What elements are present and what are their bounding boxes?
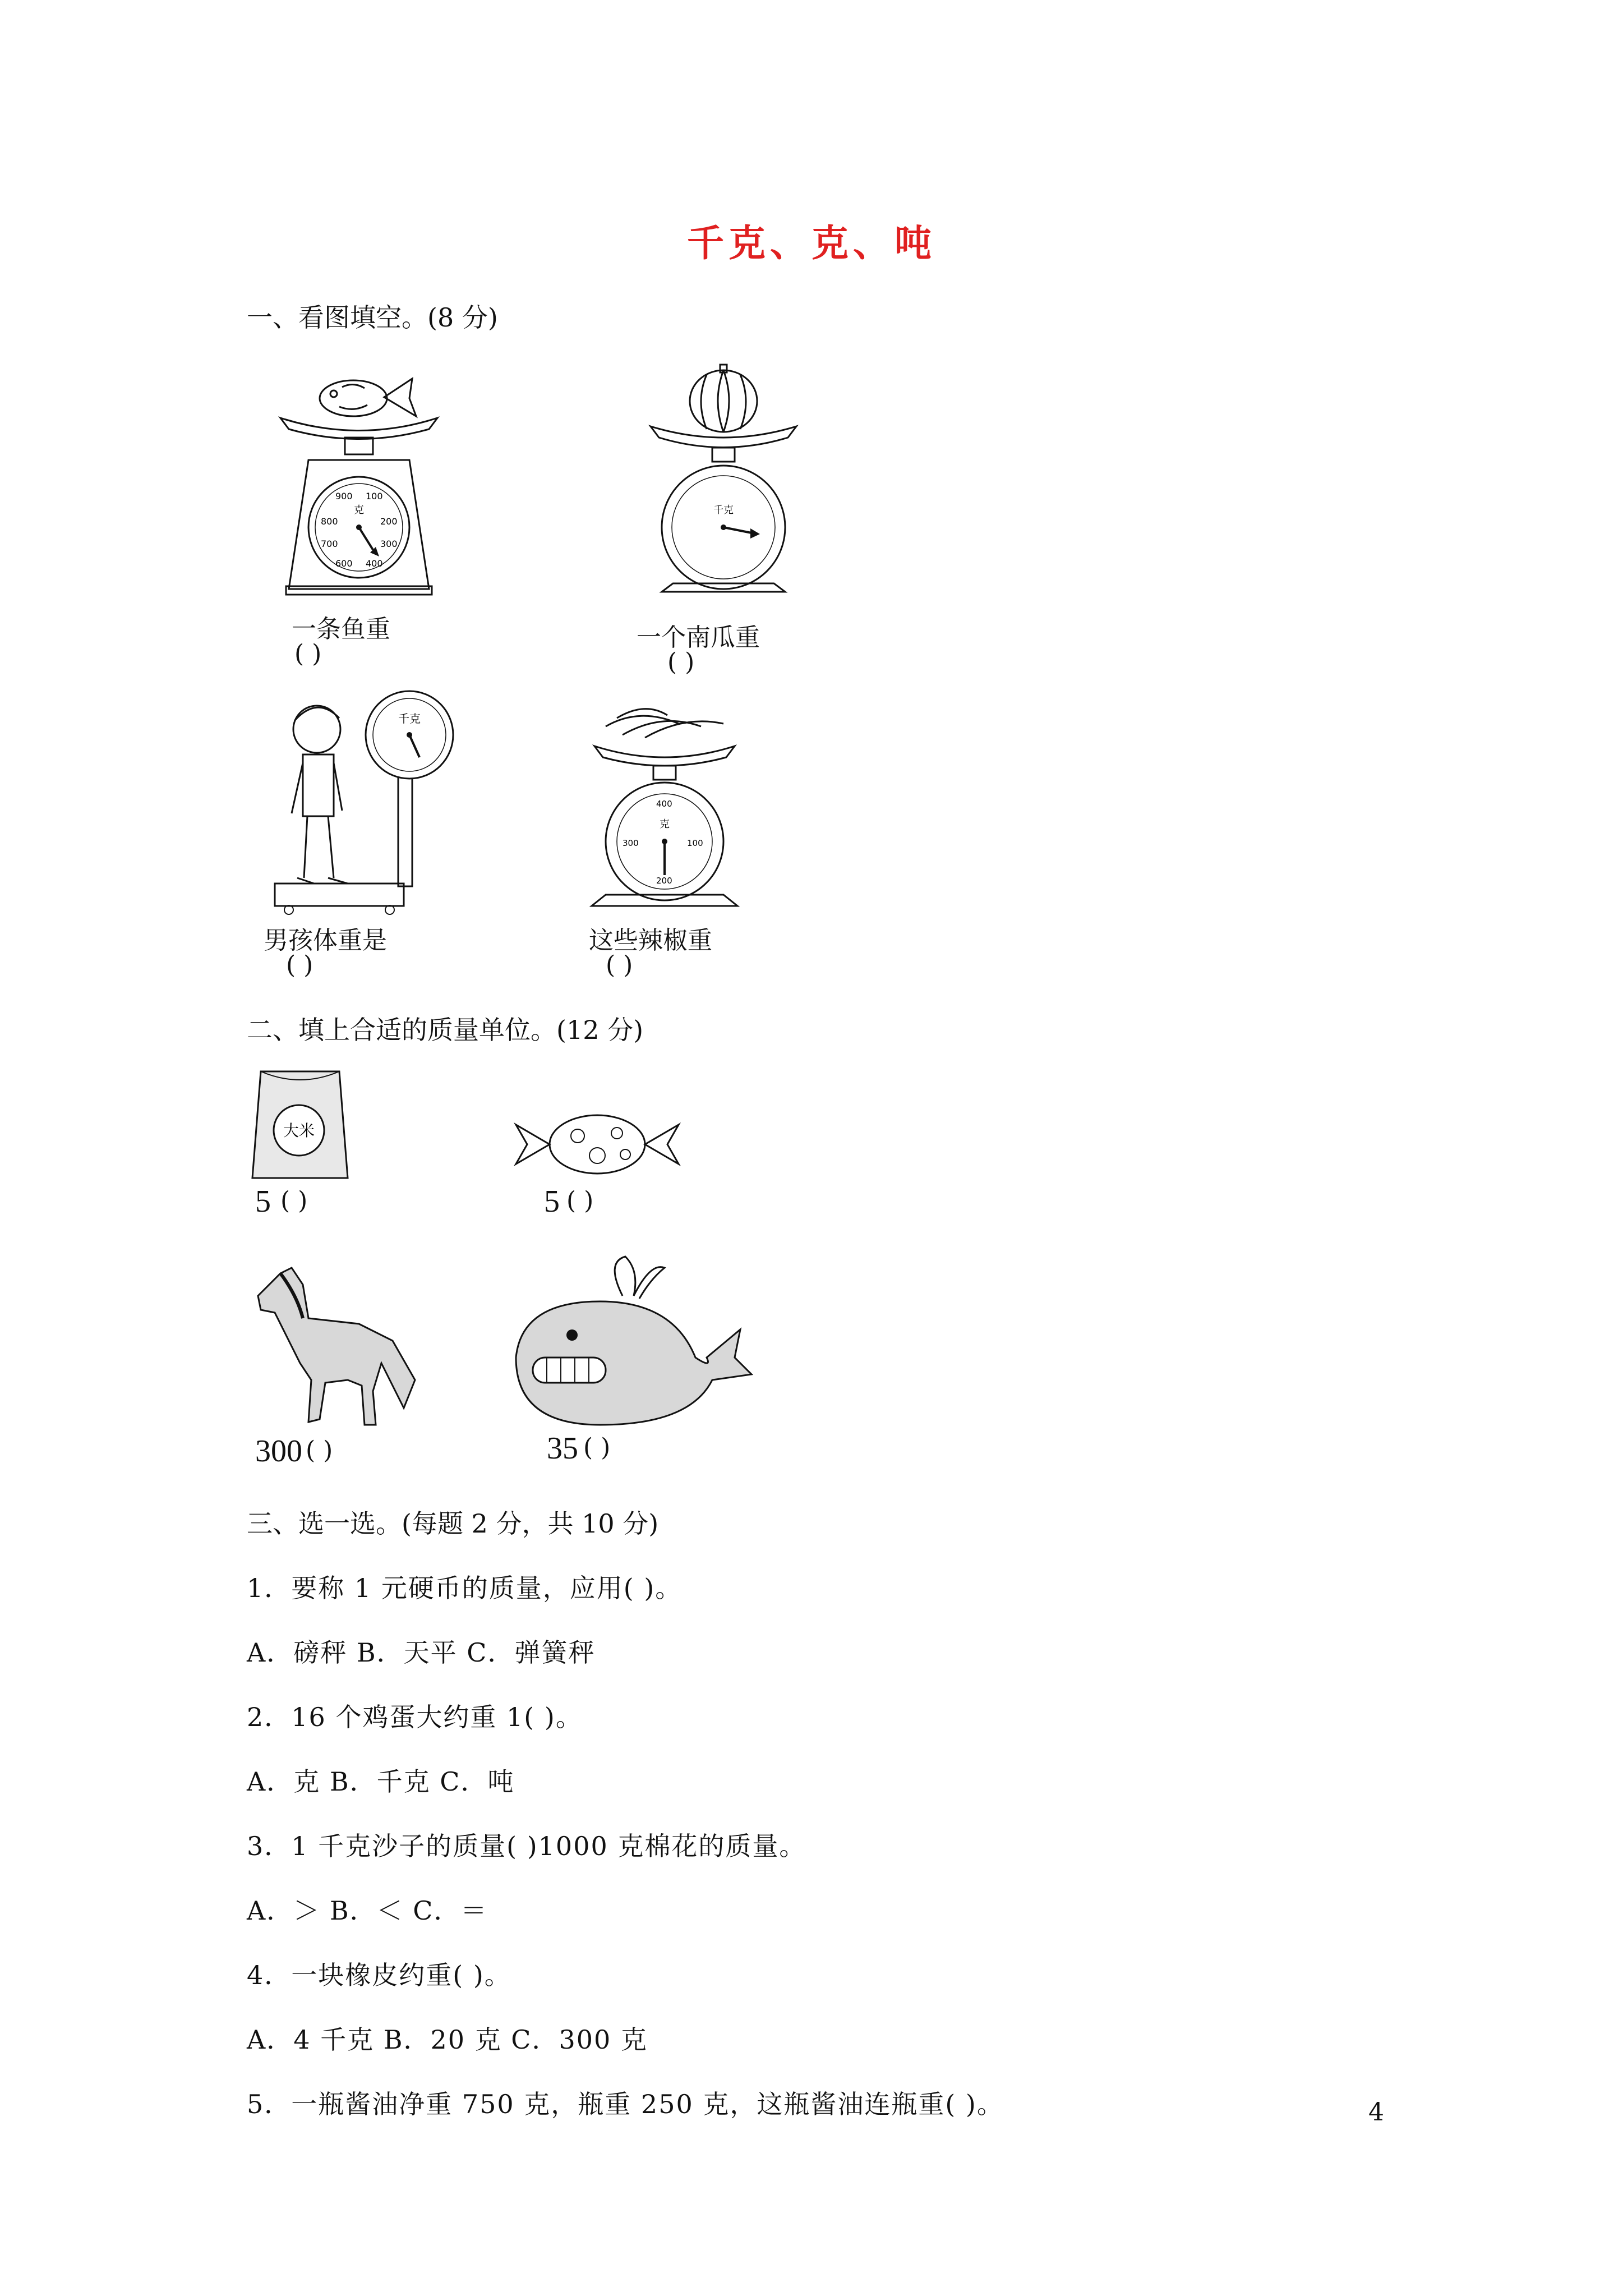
question-1: 1．要称 1 元硬币的质量，应用( )。	[247, 1573, 683, 1603]
rice-number: 5	[255, 1184, 271, 1219]
candy-icon	[513, 1111, 681, 1178]
candy-number: 5	[544, 1184, 560, 1219]
svg-text:900: 900	[335, 491, 353, 501]
question-5: 5．一瓶酱油净重 750 克，瓶重 250 克，这瓶酱油连瓶重( )。	[247, 2089, 1004, 2119]
boy-icon	[292, 706, 348, 884]
boy-caption: 男孩体重是	[264, 926, 387, 955]
rice-bag-icon	[250, 1066, 351, 1184]
svg-text:800: 800	[321, 516, 338, 527]
fish-scale-illustration	[269, 365, 449, 600]
question-2: 2．16 个鸡蛋大约重 1( )。	[247, 1702, 583, 1732]
chili-pepper-icon	[606, 709, 723, 738]
svg-text:300: 300	[623, 838, 639, 848]
peppers-caption: 这些辣椒重	[589, 926, 712, 955]
dial-center-label: 克	[354, 504, 364, 516]
fish-caption: 一条鱼重	[292, 615, 390, 643]
dial-center-label: 克	[660, 818, 670, 830]
section-2-heading: 二、填上合适的质量单位。(12 分)	[247, 1015, 644, 1045]
whale-icon	[505, 1245, 751, 1430]
section-1-heading: 一、看图填空。(8 分)	[247, 302, 498, 333]
question-3-options[interactable]: A．＞ B．＜ C．＝	[247, 1895, 488, 1926]
fish-answer-blank[interactable]: ( )	[294, 639, 322, 668]
question-3: 3．1 千克沙子的质量( )1000 克棉花的质量。	[247, 1831, 806, 1861]
candy-answer-blank[interactable]: ( )	[566, 1186, 594, 1215]
pumpkin-caption: 一个南瓜重	[637, 623, 760, 652]
question-4-options[interactable]: A．4 千克 B．20 克 C．300 克	[247, 2024, 648, 2055]
svg-text:600: 600	[335, 558, 353, 569]
svg-text:100: 100	[687, 838, 703, 848]
svg-text:100: 100	[366, 491, 383, 501]
horse-number: 300	[255, 1434, 302, 1469]
whale-answer-blank[interactable]: ( )	[583, 1433, 611, 1462]
whale-number: 35	[547, 1431, 578, 1466]
question-2-options[interactable]: A．克 B．千克 C．吨	[247, 1766, 515, 1797]
pumpkin-icon	[690, 365, 757, 432]
horse-icon	[247, 1262, 426, 1430]
question-1-options[interactable]: A．磅秤 B．天平 C．弹簧秤	[247, 1637, 596, 1668]
svg-text:300: 300	[380, 539, 398, 549]
pumpkin-scale-illustration	[645, 359, 802, 595]
boy-scale-illustration	[264, 690, 465, 914]
svg-text:400: 400	[656, 799, 672, 809]
rice-bag-label: 大米	[283, 1121, 315, 1140]
svg-text:200: 200	[380, 516, 398, 527]
dial-center-label: 千克	[398, 712, 421, 725]
svg-text:200: 200	[656, 876, 672, 886]
horse-answer-blank[interactable]: ( )	[306, 1436, 333, 1465]
svg-text:700: 700	[321, 539, 338, 549]
svg-text:400: 400	[366, 558, 383, 569]
page-title: 千克、克、吨	[687, 221, 936, 265]
question-4: 4．一块橡皮约重( )。	[247, 1960, 511, 1990]
pumpkin-answer-blank[interactable]: ( )	[667, 648, 695, 677]
boy-answer-blank[interactable]: ( )	[286, 951, 313, 979]
dial-center-label: 千克	[713, 504, 734, 516]
peppers-answer-blank[interactable]: ( )	[606, 951, 633, 979]
rice-answer-blank[interactable]: ( )	[280, 1186, 308, 1215]
page-number: 4	[1368, 2098, 1384, 2127]
fish-icon	[320, 379, 416, 416]
section-3-heading: 三、选一选。(每题 2 分，共 10 分)	[247, 1508, 659, 1539]
peppers-scale-illustration	[583, 696, 746, 909]
